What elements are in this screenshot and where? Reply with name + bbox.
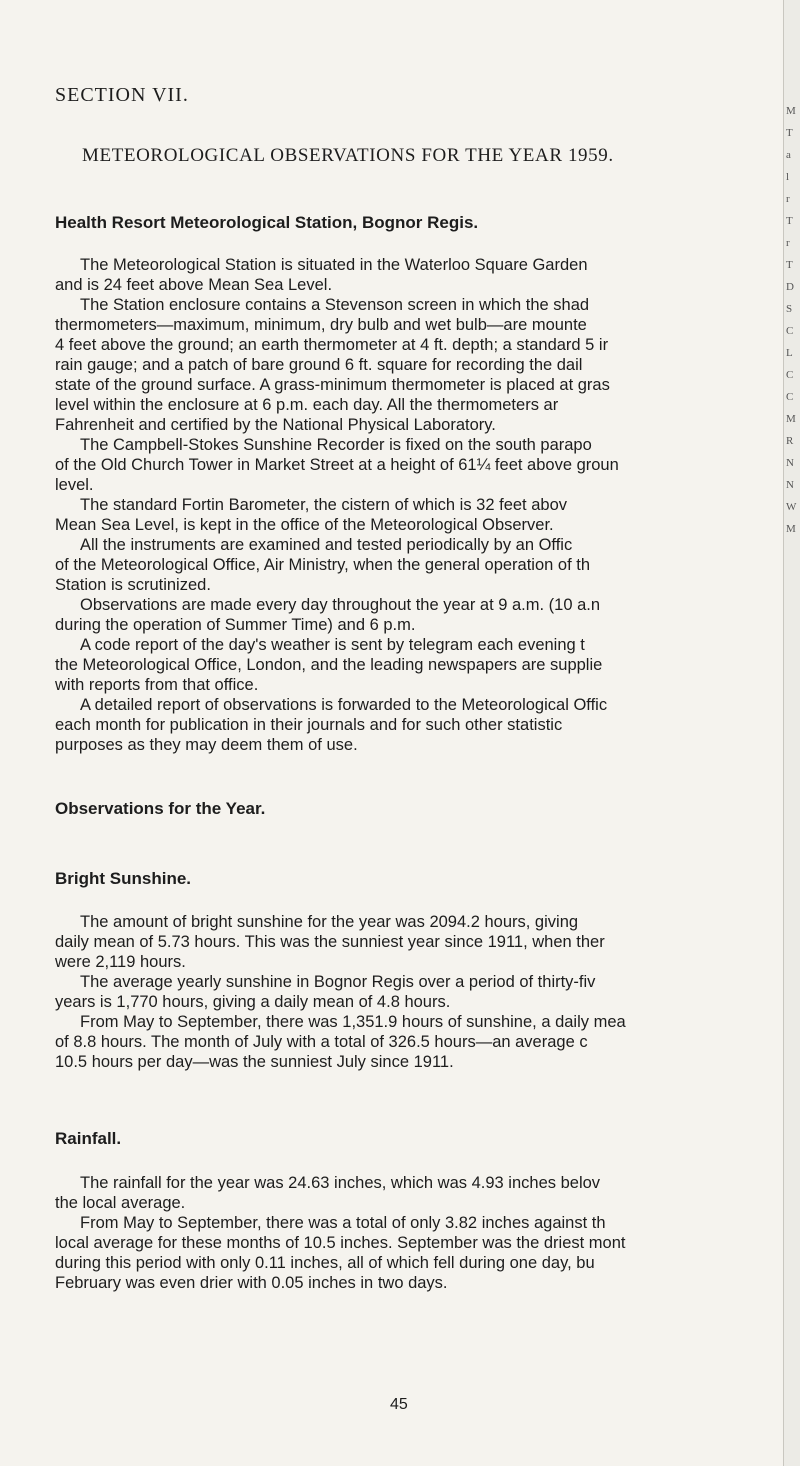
text-line: of the Meteorological Office, Air Ministry, when the general operation of th <box>55 556 591 574</box>
text-line: state of the ground surface. A grass-minimum thermometer is placed at gras <box>55 376 610 394</box>
text-line: The average yearly sunshine in Bognor Regis over a period of thirty-fiv <box>80 973 596 991</box>
edge-glyph: C <box>786 369 794 381</box>
text-line: thermometers—maximum, minimum, dry bulb and wet bulb—are mounte <box>55 316 587 334</box>
adjacent-page-fragments <box>786 100 800 540</box>
edge-glyph: l <box>786 171 790 183</box>
text-line: during the operation of Summer Time) and 6 p.m. <box>55 616 416 634</box>
text-line: 4 feet above the ground; an earth thermometer at 4 ft. depth; a standard 5 ir <box>55 336 609 354</box>
text-line: The standard Fortin Barometer, the cistern of which is 32 feet abov <box>80 496 567 514</box>
main-title: METEOROLOGICAL OBSERVATIONS FOR THE YEAR 1959. <box>82 145 614 166</box>
text-line: during this period with only 0.11 inches, all of which fell during one day, bu <box>55 1254 595 1272</box>
text-line: purposes as they may deem them of use. <box>55 736 358 754</box>
text-line: level. <box>55 476 94 494</box>
text-line: The rainfall for the year was 24.63 inches, which was 4.93 inches belov <box>80 1174 601 1192</box>
edge-glyph: M <box>786 413 796 425</box>
section-title: SECTION VII. <box>55 84 189 106</box>
text-line: of 8.8 hours. The month of July with a total of 326.5 hours—an average c <box>55 1033 588 1051</box>
sunshine-heading: Bright Sunshine. <box>55 869 191 888</box>
text-line: were 2,119 hours. <box>55 953 186 971</box>
text-line: The Meteorological Station is situated in the Waterloo Square Garden <box>80 256 588 274</box>
edge-glyph: a <box>786 149 791 161</box>
text-line: of the Old Church Tower in Market Street at a height of 61¼ feet above groun <box>55 456 619 474</box>
text-line: Observations are made every day throughout the year at 9 a.m. (10 a.n <box>80 596 601 614</box>
text-line: with reports from that office. <box>55 676 259 694</box>
rainfall-heading: Rainfall. <box>55 1129 122 1148</box>
text-line: years is 1,770 hours, giving a daily mean of 4.8 hours. <box>55 993 451 1011</box>
text-line: each month for publication in their journals and for such other statistic <box>55 716 563 734</box>
text-line: All the instruments are examined and tested periodically by an Offic <box>80 536 573 554</box>
edge-glyph: T <box>786 215 793 227</box>
text-line: Mean Sea Level, is kept in the office of the Meteorological Observer. <box>55 516 554 534</box>
text-line: the local average. <box>55 1194 186 1212</box>
edge-glyph: C <box>786 325 794 337</box>
sunshine-text <box>55 912 755 1072</box>
text-line: The amount of bright sunshine for the year was 2094.2 hours, giving <box>80 913 579 931</box>
text-line: the Meteorological Office, London, and the leading newspapers are supplie <box>55 656 603 674</box>
edge-glyph: S <box>786 303 793 315</box>
edge-glyph: W <box>786 501 797 513</box>
edge-glyph: M <box>786 523 796 535</box>
text-line: From May to September, there was a total of only 3.82 inches against th <box>80 1214 606 1232</box>
text-line: From May to September, there was 1,351.9 hours of sunshine, a daily mea <box>80 1013 626 1031</box>
edge-glyph: M <box>786 105 796 117</box>
text-line: The Campbell-Stokes Sunshine Recorder is fixed on the south parapo <box>80 436 592 454</box>
text-line: daily mean of 5.73 hours. This was the sunniest year since 1911, when ther <box>55 933 605 951</box>
edge-glyph: r <box>786 193 790 205</box>
edge-glyph: C <box>786 391 794 403</box>
text-line: The Station enclosure contains a Stevenson screen in which the shad <box>80 296 590 314</box>
text-line: local average for these months of 10.5 inches. September was the driest mont <box>55 1234 626 1252</box>
page-number: 45 <box>390 1396 408 1413</box>
edge-glyph: T <box>786 259 793 271</box>
text-line: A detailed report of observations is forwarded to the Meteorological Offic <box>80 696 608 714</box>
edge-glyph: r <box>786 237 790 249</box>
text-line: level within the enclosure at 6 p.m. each day. All the thermometers ar <box>55 396 559 414</box>
rainfall-text <box>55 1173 755 1293</box>
edge-glyph: T <box>786 127 793 139</box>
text-line: and is 24 feet above Mean Sea Level. <box>55 276 333 294</box>
edge-glyph: D <box>786 281 794 293</box>
text-line: February was even drier with 0.05 inches in two days. <box>55 1274 448 1292</box>
text-line: Station is scrutinized. <box>55 576 211 594</box>
text-line: rain gauge; and a patch of bare ground 6 ft. square for recording the dail <box>55 356 583 374</box>
text-line: Fahrenheit and certified by the National Physical Laboratory. <box>55 416 496 434</box>
station-heading: Health Resort Meteorological Station, Bognor Regis. <box>55 213 479 232</box>
observations-heading: Observations for the Year. <box>55 799 266 818</box>
edge-glyph: L <box>786 347 793 359</box>
edge-glyph: N <box>786 457 794 469</box>
text-line: A code report of the day's weather is sent by telegram each evening t <box>80 636 585 654</box>
text-line: 10.5 hours per day—was the sunniest July since 1911. <box>55 1053 454 1071</box>
edge-glyph: R <box>786 435 794 447</box>
station-text <box>55 255 755 755</box>
edge-glyph: N <box>786 479 794 491</box>
